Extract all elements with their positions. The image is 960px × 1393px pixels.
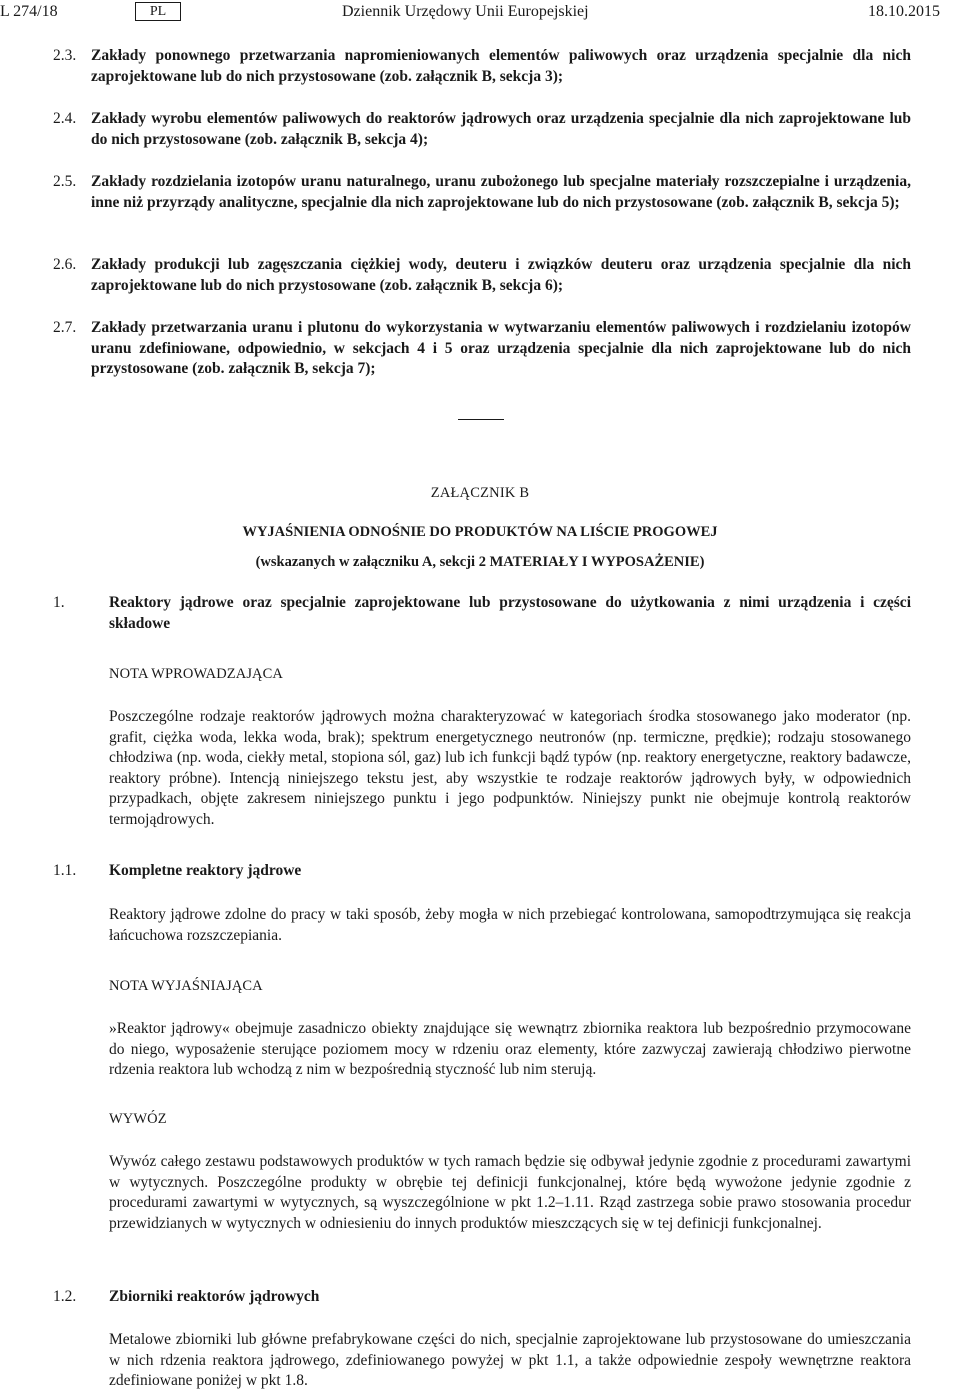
item-text: Zakłady wyrobu elementów paliwowych do reaktorów jądrowych oraz urządzenia specjalnie dla nich zaprojektowane lub do nich przystosowane (zob. załącznik B, sekcja 4); <box>91 110 911 148</box>
journal-title: Dziennik Urzędowy Unii Europejskiej <box>342 3 589 20</box>
section-heading <box>53 861 911 882</box>
page-header <box>0 2 960 24</box>
item-number: 2.7. <box>53 319 77 336</box>
section-heading <box>53 593 911 634</box>
section-number: 1. <box>53 594 65 611</box>
item-text: Zakłady ponownego przetwarzania napromieniowanych elementów paliwowych oraz urządzenia specjalnie dla nich zaprojektowane lub do nich przystosowane (zob. załącznik B, sekcja 3); <box>91 47 911 85</box>
annex-title: ZAŁĄCZNIK B <box>430 485 530 501</box>
note-label: NOTA WPROWADZAJĄCA <box>109 666 283 682</box>
publication-date: 18.10.2015 <box>868 3 940 20</box>
section-text: Metalowe zbiorniki lub główne prefabrykowane części do nich, specjalnie zaprojektowane lub przystosowane do umieszczania w nich rdzenia reaktora jądrowego, zdefiniowanego powyżej w pkt 1.1, a także odpowiednie zespoły wewnętrzne reaktora zdefiniowane poniżej w pkt 1.8. <box>109 1331 911 1389</box>
item-number: 2.4. <box>53 110 77 127</box>
section-heading <box>53 1287 911 1308</box>
section-number: 1.2. <box>53 1288 77 1305</box>
separator-line <box>458 419 504 420</box>
section-title: Kompletne reaktory jądrowe <box>109 862 302 879</box>
page-number: L 274/18 <box>0 3 58 20</box>
export-label: WYWÓZ <box>109 1111 167 1127</box>
item-number: 2.3. <box>53 47 77 64</box>
section-title: Zbiorniki reaktorów jądrowych <box>109 1288 320 1305</box>
section-title: Reaktory jądrowe oraz specjalnie zaprojektowane lub przystosowane do użytkowania z nimi urządzenia i części składowe <box>109 594 911 632</box>
item-text: Zakłady produkcji lub zagęszczania ciężkiej wody, deuteru i związków deuteru oraz urządzenia specjalnie dla nich zaprojektowane lub do nich przystosowane (zob. załącznik B, sekcja 6); <box>91 256 911 294</box>
export-text: Wywóz całego zestawu podstawowych produktów w tych ramach będzie się odbywał jedynie zgodnie z procedurami zawartymi w wytycznych. Poszczególne produkty w obrębie tej definicji funkcjonalnej, które będą wywożone jedynie zgodnie z procedurami zawartymi w wytycznych, są wyszczególnione w pkt 1.2–1.11. Rząd zastrzega sobie prawo stosowania procedur przewidzianych w wytycznych w odniesieniu do innych produktów mieszczących się w tej definicji funkcjonalnej. <box>109 1153 911 1232</box>
annex-subheading: (wskazanych w załączniku A, sekcji 2 MATERIAŁY I WYPOSAŻENIE) <box>255 554 705 570</box>
note-text: »Reaktor jądrowy« obejmuje zasadniczo obiekty znajdujące się wewnątrz zbiornika reaktora lub bezpośrednio przymocowane do niego, wyposażenie sterujące poziomem mocy w rdzeniu oraz elementy, które zazwyczaj zawierają chłodziwo pierwotne rdzenia reaktora lub wchodzą z nim w bezpośrednią styczność lub nim sterują. <box>109 1020 911 1078</box>
list-item <box>53 46 911 87</box>
item-text: Zakłady rozdzielania izotopów uranu naturalnego, uranu zubożonego lub specjalne materiały rozszczepialne i urządzenia, inne niż przyrządy analityczne, specjalnie dla nich zaprojektowane lub do nich przystosowane (zob. załącznik B, sekcja 5); <box>91 173 911 211</box>
annex-heading: WYJAŚNIENIA ODNOŚNIE DO PRODUKTÓW NA LIŚCIE PROGOWEJ <box>242 524 718 540</box>
list-item <box>53 109 911 150</box>
item-number: 2.6. <box>53 256 77 273</box>
section-number: 1.1. <box>53 862 77 879</box>
list-item <box>53 172 911 213</box>
language-badge: PL <box>135 2 181 21</box>
item-text: Zakłady przetwarzania uranu i plutonu do wykorzystania w wytwarzaniu elementów paliwowych i rozdzielaniu izotopów uranu zdefiniowane, odpowiednio, w sekcjach 4 i 5 oraz urządzenia specjalnie dla nich zaprojektowane lub do nich przystosowane (zob. załącznik B, sekcja 7); <box>91 319 911 377</box>
section-text: Reaktory jądrowe zdolne do pracy w taki sposób, żeby mogła w nich przebiegać kontrolowana, samopodtrzymująca się reakcja łańcuchowa rozszczepiania. <box>109 906 911 944</box>
list-item <box>53 318 911 380</box>
note-text: Poszczególne rodzaje reaktorów jądrowych można charakteryzować w kategoriach środka stosowanego jako moderator (np. grafit, ciężka woda, lekka woda, brak); spektrum energetycznego neutronów (np. termiczne, prędkie); rodzaju stosowanego chłodziwa (np. woda, ciekły metal, stopiona sól, gaz) lub ich funkcji bądź typów (np. reaktory energetyczne, reaktory badawcze, reaktory próbne). Intencją niniejszego tekstu jest, aby wszystkie te rodzaje reaktorów jądrowych były, w odpowiednich przypadkach, objęte zakresem niniejszego punktu i jego podpunktów. Niniejszy punkt nie obejmuje kontrolą reaktorów termojądrowych. <box>109 708 911 828</box>
note-label: NOTA WYJAŚNIAJĄCA <box>109 978 263 994</box>
item-number: 2.5. <box>53 173 77 190</box>
list-item <box>53 255 911 296</box>
